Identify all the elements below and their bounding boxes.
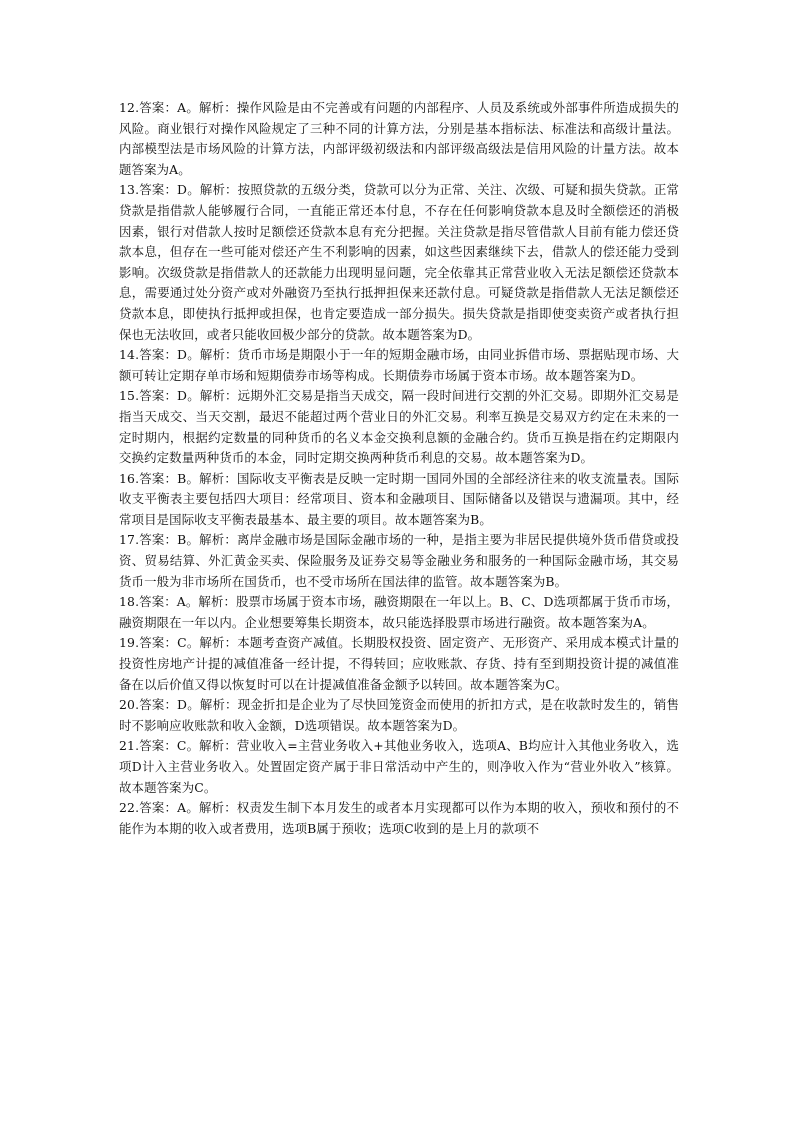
answer-18-paragraph: 18.答案：A。解析：股票市场属于资本市场，融资期限在一年以上。B、C、D选项都属于货币市场，融资期限在一年以内。企业想要筹集长期资本，故只能选择股票市场进行融资。故本题答案为A。 [119, 594, 679, 630]
answer-15-paragraph: 15.答案：D。解析：远期外汇交易是指当天成交，隔一段时间进行交割的外汇交易。即期外汇交易是指当天成交、当天交割，最迟不能超过两个营业日的外汇交易。利率互换是交易双方约定在未来的一定时期内，根据约定数量的同种货币的名义本金交换利息额的金融合约。货币互换是指在约定期限内交换约定数量两种货币的本金，同时定期交换两种货币利息的交易。故本题答案为D。 [119, 388, 679, 466]
answer-21-paragraph: 21.答案：C。解析：营业收入=主营业务收入+其他业务收入，选项A、B均应计入其他业务收入，选项D计入主营业务收入。处置固定资产属于非日常活动中产生的，则净收入作为“营业外收入”核算。故本题答案为C。 [119, 738, 679, 795]
answer-13-paragraph: 13.答案：D。解析：按照贷款的五级分类，贷款可以分为正常、关注、次级、可疑和损失贷款。正常贷款是指借款人能够履行合同，一直能正常还本付息，不存在任何影响贷款本息及时全额偿还的消极因素，银行对借款人按时足额偿还贷款本息有充分把握。关注贷款是指尽管借款人目前有能力偿还贷款本息，但存在一些可能对偿还产生不利影响的因素，如这些因素继续下去，借款人的偿还能力受到影响。次级贷款是指借款人的还款能力出现明显问题，完全依靠其正常营业收入无法足额偿还贷款本息，需要通过处分资产或对外融资乃至执行抵押担保来还款付息。可疑贷款是指借款人无法足额偿还贷款本息，即使执行抵押或担保，也肯定要造成一部分损失。损失贷款是指即使变卖资产或者执行担保也无法收回，或者只能收回极少部分的贷款。故本题答案为D。 [119, 182, 679, 342]
answer-17-paragraph: 17.答案：B。解析：离岸金融市场是国际金融市场的一种，是指主要为非居民提供境外货币借贷或投资、贸易结算、外汇黄金买卖、保险服务及证券交易等金融业务和服务的一种国际金融市场，其交易货币一般为非市场所在国货币，也不受市场所在国法律的监管。故本题答案为B。 [119, 532, 679, 589]
answer-12-paragraph: 12.答案：A。解析：操作风险是由不完善或有问题的内部程序、人员及系统或外部事件所造成损失的风险。商业银行对操作风险规定了三种不同的计算方法，分别是基本指标法、标准法和高级计量法。内部模型法是市场风险的计算方法，内部评级初级法和内部评级高级法是信用风险的计量方法。故本题答案为A。 [119, 100, 679, 177]
answer-14-paragraph: 14.答案：D。解析：货币市场是期限小于一年的短期金融市场，由同业拆借市场、票据贴现市场、大额可转让定期存单市场和短期债券市场等构成。长期债券市场属于资本市场。故本题答案为D。 [119, 347, 679, 383]
answer-22-paragraph: 22.答案：A。解析：权责发生制下本月发生的或者本月实现都可以作为本期的收入，预收和预付的不能作为本期的收入或者费用，选项B属于预收；选项C收到的是上月的款项不 [119, 800, 679, 836]
answer-explanations-page [119, 98, 679, 839]
answer-16-paragraph: 16.答案：B。解析：国际收支平衡表是反映一定时期一国同外国的全部经济往来的收支流量表。国际收支平衡表主要包括四大项目：经常项目、资本和金融项目、国际储备以及错误与遗漏项。其中，经常项目是国际收支平衡表最基本、最主要的项目。故本题答案为B。 [119, 470, 679, 527]
answer-20-paragraph: 20.答案：D。解析：现金折扣是企业为了尽快回笼资金而使用的折扣方式，是在收款时发生的，销售时不影响应收账款和收入金额，D选项错误。故本题答案为D。 [119, 697, 679, 733]
answer-19-paragraph: 19.答案：C。解析：本题考查资产减值。长期股权投资、固定资产、无形资产、采用成本模式计量的投资性房地产计提的减值准备一经计提，不得转回；应收账款、存货、持有至到期投资计提的减值准备在以后价值又得以恢复时可以在计提减值准备金额予以转回。故本题答案为C。 [119, 635, 679, 692]
